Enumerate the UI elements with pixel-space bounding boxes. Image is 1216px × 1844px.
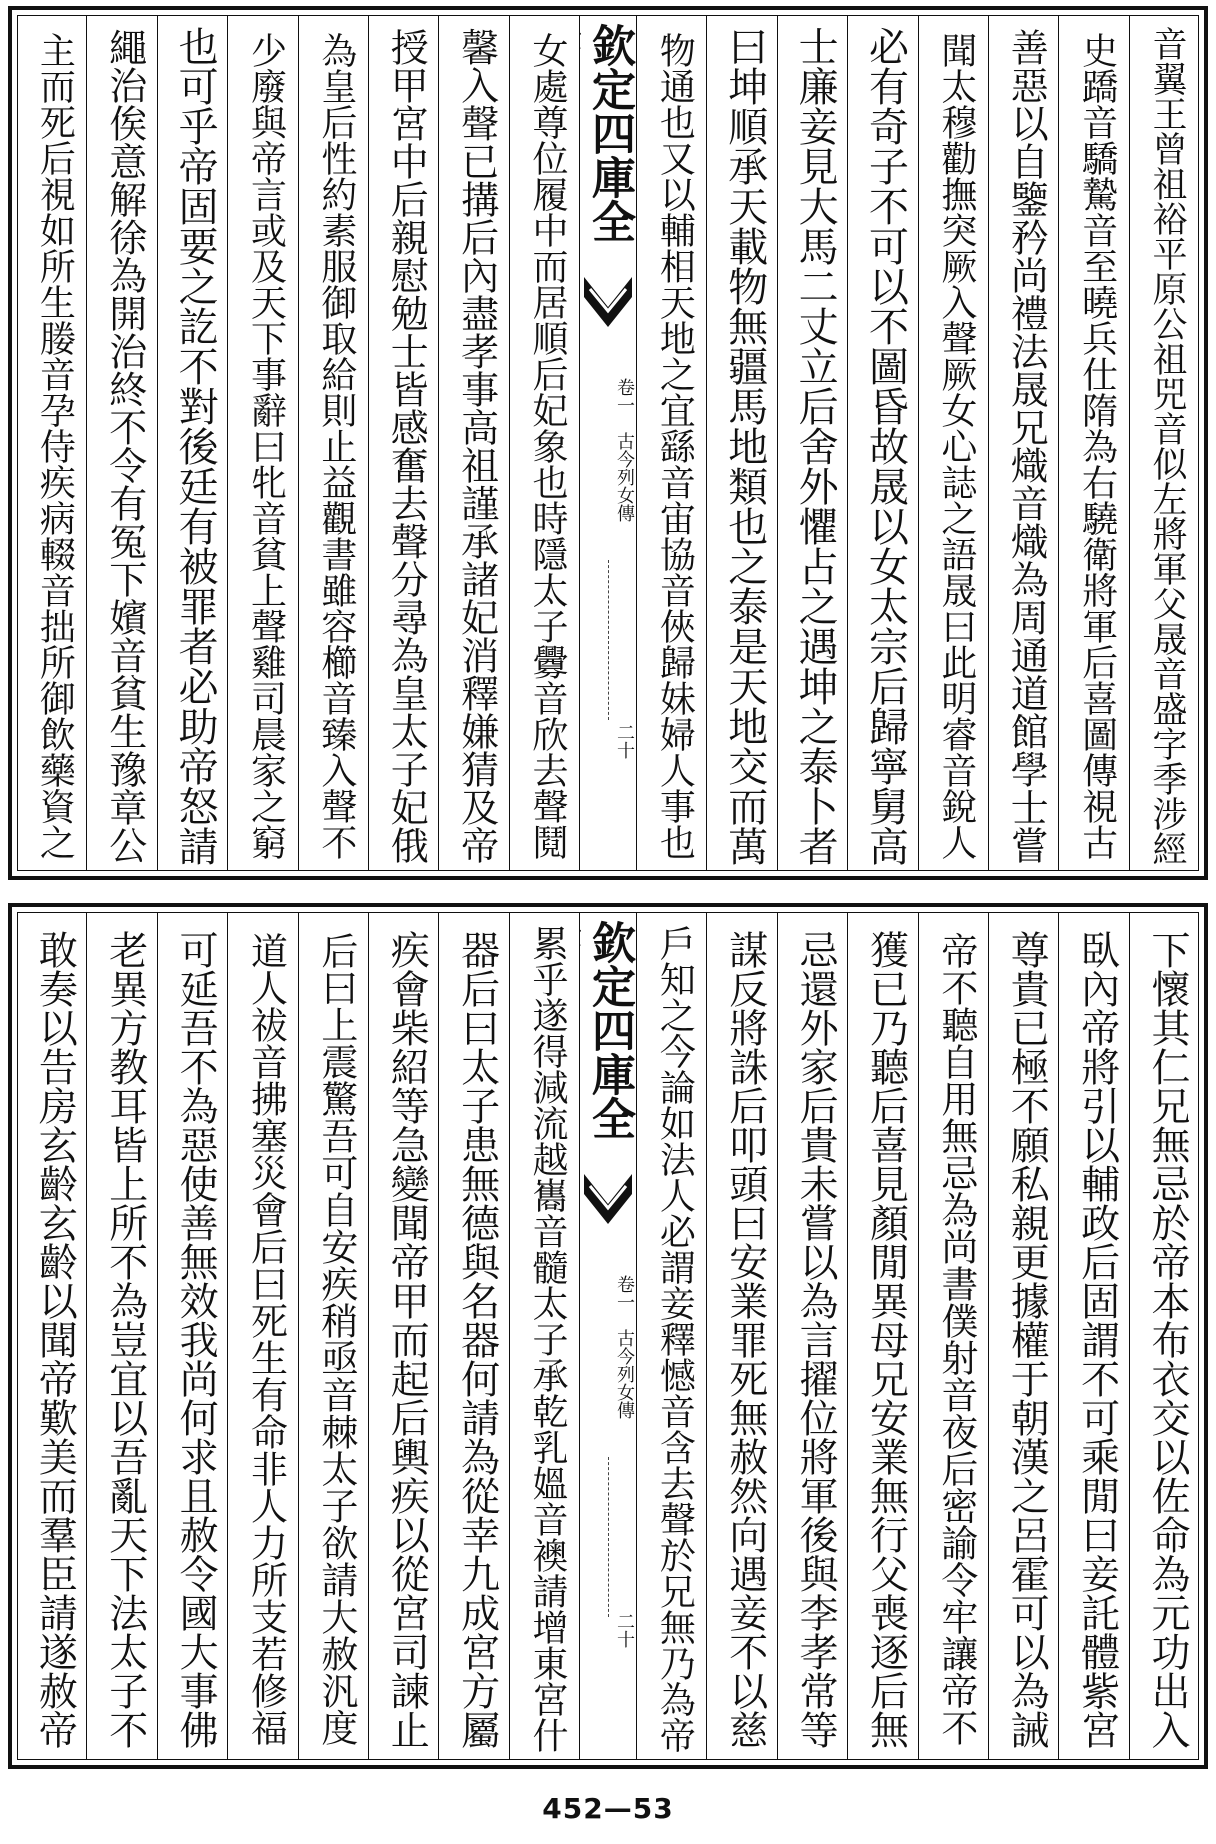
text-column: 女處尊位履中而居順后妃象也時隱太子釁音欣去聲鬩 [509,15,579,871]
page-number: 452—53 [542,1792,674,1825]
spine-section-label: 卷一 古今列女傳 [614,378,635,522]
bottom-page [8,903,1208,1769]
text-columns [17,15,1199,871]
text-column: 獲已乃聽后喜見顏閒異母兄安業無行父喪逐后無 [847,912,917,1760]
spine-title: 欽定四庫全 [584,920,635,1140]
spine-section-label: 卷一 古今列女傳 [614,1275,635,1419]
fishtail-mark-icon [582,271,634,331]
text-column: 主而死后視如所生媵音孕侍疾病輟音拙所御飲藥資之 [34,32,76,860]
text-column: 繩治俟意解徐為開治終不令有冤下嬪音貧生豫章公 [86,15,156,871]
spine-folio: 二十 [614,723,635,759]
text-column: 尊貴已極不願私親更據權于朝漢之呂霍可以為誡 [988,912,1058,1760]
text-column: 聞太穆勸撫突厥入聲厥女心誌之語晟曰此明睿音銳人 [918,15,988,871]
text-column: 曰坤順承天載物無疆馬地類也之泰是天地交而萬 [706,15,776,871]
text-column: 音翼王曾祖裕平原公祖兕音似左將軍父晟音盛字季涉經 [1129,15,1199,871]
spine-folio: 二十 [614,1612,635,1648]
text-column: 善惡以自鑒矜尚禮法晟兄熾音熾為周通道館學士嘗 [988,15,1058,871]
spine-title: 欽定四庫全 [584,23,635,243]
text-column: 累乎遂得減流越巂音髓太子承乾乳媼音襖請增東宮什 [509,912,579,1760]
text-column: 道人祓音拂塞災會后曰死生有命非人力所支若修福 [227,912,297,1760]
text-column: 后曰上震驚吾可自安疾稍亟音棘太子欲請大赦汎度 [298,912,368,1760]
text-column: 戶知之今論如法人必謂妾釋憾音含去聲於兄無乃為帝 [636,912,706,1760]
text-column: 下懷其仁兄無忌於帝本布衣交以佐命為元功出入 [1129,912,1199,1760]
text-columns [17,912,1199,1760]
text-column: 謀反將誅后叩頭曰安業罪死無赦然向遇妾不以慈 [706,912,776,1760]
spine-dash [608,1457,609,1617]
text-column: 少廢與帝言或及天下事辭曰牝音貧上聲雞司晨家之窮 [227,15,297,871]
text-column: 疾會柴紹等急變聞帝甲而起后輿疾以從宮司諫止 [368,912,438,1760]
text-column: 臥內帝將引以輔政后固謂不可乘閒曰妾託體紫宮 [1058,912,1128,1760]
text-column: 帝不聽自用無忌為尚書僕射音夜后密諭令牢讓帝不 [918,912,988,1760]
text-column: 老異方教耳皆上所不為豈宜以吾亂天下法太子不 [86,912,156,1760]
center-spine [579,15,636,871]
top-page [8,6,1208,880]
text-column: 為皇后性約素服御取給則止益觀書雖容櫛音臻入聲不 [298,15,368,871]
spine-dash [608,560,609,720]
text-column: 史蹻音驕騺音至曉兵仕隋為右驍衛將軍后喜圖傳視古 [1058,15,1128,871]
text-column: 馨入聲已搆后內盡孝事高祖謹承諸妃消釋嫌猜及帝 [438,15,508,871]
text-column: 士廉妾見大馬二丈立后舍外懼占之遇坤之泰卜者 [777,15,847,871]
center-spine [579,912,636,1760]
text-column: 敢奏以告房玄齡玄齡以聞帝歎美而羣臣請遂赦帝 [32,929,78,1749]
text-column: 授甲宮中后親慰勉士皆感奮去聲分尋為皇太子妃俄 [368,15,438,871]
text-column: 物通也又以輔相天地之宜繇音宙協音俠歸妹婦人事也 [636,15,706,871]
text-column: 忌還外家后貴未嘗以為言擢位將軍後與李孝常等 [777,912,847,1760]
text-column: 也可乎帝固要之訖不對後廷有被罪者必助帝怒請 [157,15,227,871]
fishtail-mark-icon [582,1168,634,1228]
text-column: 必有奇子不可以不圖昏故晟以女太宗后歸寧舅高 [847,15,917,871]
text-column: 可延吾不為惡使善無效我尚何求且赦令國大事佛 [157,912,227,1760]
text-column: 器后曰太子患無德與名器何請為從幸九成宮方屬 [438,912,508,1760]
